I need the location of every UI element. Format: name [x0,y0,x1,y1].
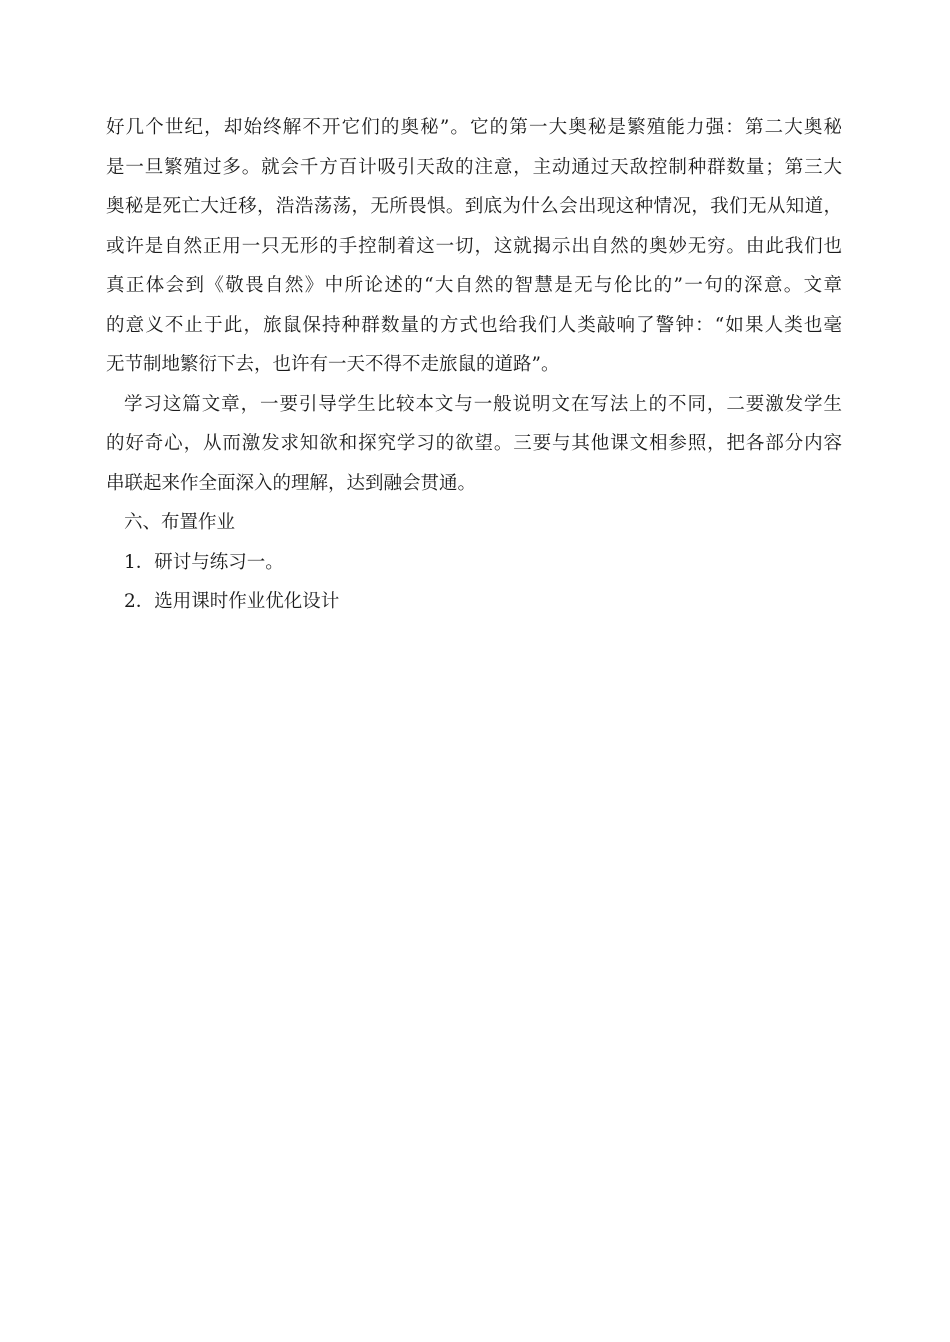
paragraph-line: 的好奇心，从而激发求知欲和探究学习的欲望。三要与其他课文相参照，把各部分内容 [106,433,842,454]
paragraph-line: 的意义不止于此，旅鼠保持种群数量的方式也给我们人类敲响了警钟：“如果人类也毫 [106,314,842,336]
paragraph-line: 串联起来作全面深入的理解，达到融会贯通。 [106,472,477,494]
paragraph-line: 好几个世纪，却始终解不开它们的奥秘”。它的第一大奥秘是繁殖能力强：第二大奥秘 [106,117,842,138]
document-body [106,108,842,622]
homework-item: 2．选用课时作业优化设计 [124,591,340,612]
paragraph-line: 学习这篇文章，一要引导学生比较本文与一般说明文在写法上的不同，二要激发学生 [124,393,842,415]
paragraph-line: 是一旦繁殖过多。就会千方百计吸引天敌的注意，主动通过天敌控制种群数量；第三大 [106,156,842,178]
section-heading: 六、布置作业 [124,512,236,533]
paragraph-conclusion [106,108,842,385]
homework-list [106,543,842,622]
paragraph-line: 真正体会到《敬畏自然》中所论述的“大自然的智慧是无与伦比的”一句的深意。文章 [106,275,842,296]
homework-item: 1．研讨与练习一。 [124,551,284,573]
paragraph-teaching-notes [106,385,842,504]
paragraph-line: 奥秘是死亡大迁移，浩浩荡荡，无所畏惧。到底为什么会出现这种情况，我们无从知道， [106,196,842,217]
paragraph-line: 无节制地繁衍下去，也许有一天不得不走旅鼠的道路”。 [106,354,560,375]
paragraph-line: 或许是自然正用一只无形的手控制着这一切，这就揭示出自然的奥妙无穷。由此我们也 [106,235,842,257]
